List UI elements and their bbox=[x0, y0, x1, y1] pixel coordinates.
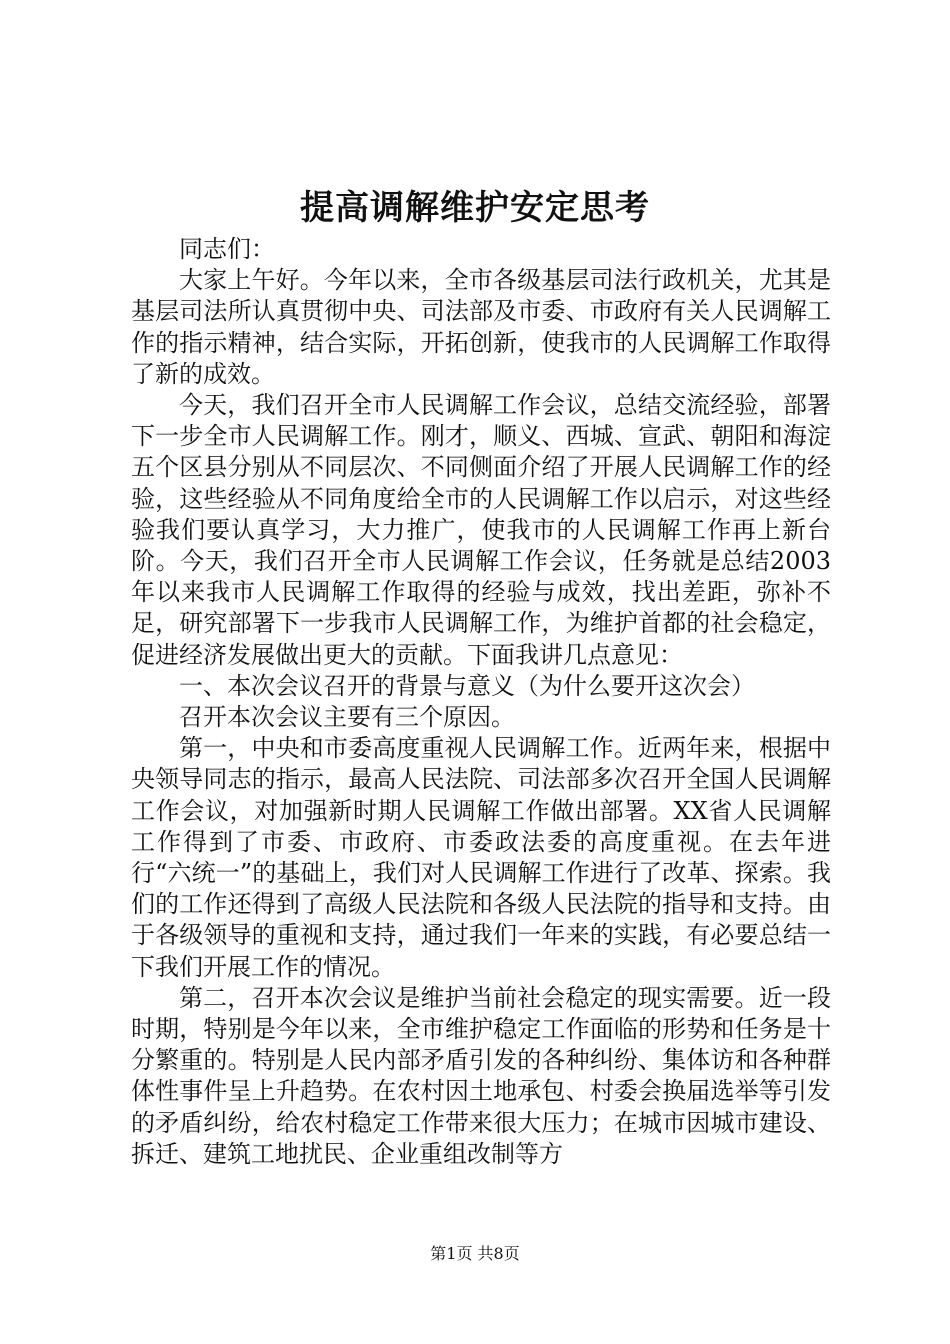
paragraph-reason-one: 第一，中央和市委高度重视人民调解工作。近两年来，根据中央领导同志的指示，最高人民法院、司法部多次召开全国人民调解工作会议，对加强新时期人民调解工作做出部署。XX省人民调解工作得到了市委、市政府、市委政法委的高度重视。在去年进行“六统一”的基础上，我们对人民调解工作进行了改革、探索。我们的工作还得到了高级人民法院和各级人民法院的指导和支持。由于各级领导的重视和支持，通过我们一年来的实践，有必要总结一下我们开展工作的情况。 bbox=[131, 734, 831, 981]
paragraph-salutation: 同志们： bbox=[179, 235, 275, 263]
page-footer: 第1页 共8页 bbox=[430, 1244, 520, 1263]
paragraph-three-reasons: 召开本次会议主要有三个原因。 bbox=[179, 703, 515, 732]
paragraph-greeting: 大家上午好。今年以来，全市各级基层司法行政机关，尤其是基层司法所认真贯彻中央、司法部及市委、市政府有关人民调解工作的指示精神，结合实际，开拓创新，使我市的人民调解工作取得了新的成效。 bbox=[131, 266, 831, 388]
paragraph-reason-two: 第二，召开本次会议是维护当前社会稳定的现实需要。近一段时期，特别是今年以来，全市维护稳定工作面临的形势和任务是十分繁重的。特别是人民内部矛盾引发的各种纠纷、集体访和各种群体性事件呈上升趋势。在农村因土地承包、村委会换届选举等引发的矛盾纠纷，给农村稳定工作带来很大压力；在城市因城市建设、拆迁、建筑工地扰民、企业重组改制等方 bbox=[131, 983, 831, 1168]
document-title: 提高调解维护安定思考 bbox=[300, 188, 650, 228]
paragraph-meeting-purpose: 今天，我们召开全市人民调解工作会议，总结交流经验，部署下一步全市人民调解工作。刚才，顺义、西城、宣武、朝阳和海淀五个区县分别从不同层次、不同侧面介绍了开展人民调解工作的经验，这些经验从不同角度给全市的人民调解工作以启示，对这些经验我们要认真学习，大力推广，使我市的人民调解工作再上新台阶。今天，我们召开全市人民调解工作会议，任务就是总结2003年以来我市人民调解工作取得的经验与成效，找出差距，弥补不足，研究部署下一步我市人民调解工作，为维护首都的社会稳定，促进经济发展做出更大的贡献。下面我讲几点意见： bbox=[131, 391, 831, 669]
section-heading-background: 一、本次会议召开的背景与意义（为什么要开这次会） bbox=[179, 671, 755, 700]
document-body bbox=[131, 234, 831, 1170]
